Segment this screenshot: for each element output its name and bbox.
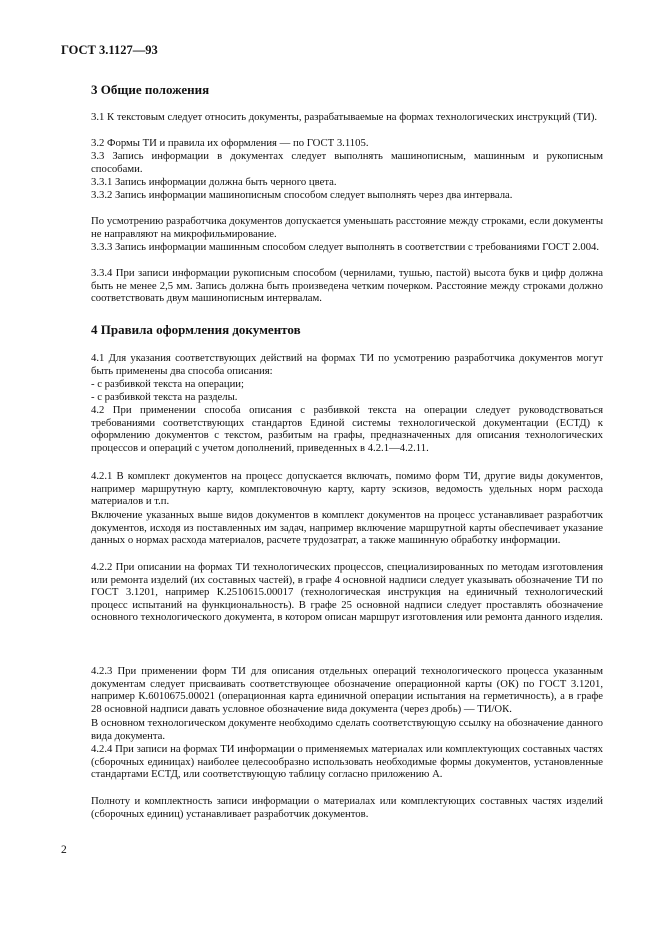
paragraph-3-1: 3.1 К текстовым следует относить документы, разрабатываемые на формах технологических инструкций (ТИ). — [91, 111, 598, 123]
paragraph-4-2-1: 4.2.1 В комплект документов на процесс допускается включать, помимо форм ТИ, другие виды документов, например маршрутную карту, комплектовочную карту, карту эскизов, ведомость удельных норм расхода материалов и т.п. — [91, 470, 603, 508]
paragraph-4-2-2: 4.2.2 При описании на формах ТИ технологических процессов, специализированных по методам изготовления или ремонта изделий (их составных частей), в графе 4 основной надписи следует указывать обозначение ТИ по ГОСТ 3.1201, например К.2510615.00017 (технологическая инструкция на единичный технологический процесс испытаний на функциональность). В графе 25 основной надписи следует проставлять обозначение основного технологического документа, в котором описан маршрут изготовления или ремонта данного изделия. — [91, 561, 603, 624]
section-4-title: 4 Правила оформления документов — [91, 322, 301, 337]
page-number: 2 — [61, 844, 67, 856]
list-item-operations: - с разбивкой текста на операции; — [91, 378, 245, 390]
paragraph-3-2: 3.2 Формы ТИ и правила их оформления — по ГОСТ 3.1105. — [91, 137, 369, 149]
section-3-title: 3 Общие положения — [91, 82, 210, 97]
paragraph-3-3-3: 3.3.3 Запись информации машинным способом следует выполнять в соответствии с требованиями ГОСТ 2.004. — [91, 241, 600, 253]
paragraph-4-2-4-note: Полноту и комплектность записи информации о материалах или комплектующих составных частях изделий (сборочных единиц) устанавливает разработчик документов. — [91, 795, 603, 820]
paragraph-4-2-3-note: В основном технологическом документе необходимо сделать соответствующую ссылку на обозначение данного вида документа. — [91, 717, 603, 742]
paragraph-4-2-1-note: Включение указанных выше видов документов в комплект документов на процесс устанавливает разработчик документов, исходя из поставленных им задач, например включение маршрутной карты обеспечивает указание данных о нормах расхода материалов, расчете трудозатрат, а также машинную обработку информации. — [91, 509, 603, 547]
document-header: ГОСТ 3.1127—93 — [61, 43, 158, 57]
paragraph-4-1: 4.1 Для указания соответствующих действий на формах ТИ по усмотрению разработчика документов могут быть применены два способа описания: — [91, 352, 603, 377]
paragraph-3-3-1: 3.3.1 Запись информации должна быть черного цвета. — [91, 176, 337, 188]
list-item-sections: - с разбивкой текста на разделы. — [91, 391, 238, 403]
paragraph-4-2-3: 4.2.3 При применении форм ТИ для описания отдельных операций технологического процесса указанным документам следует присваивать соответствующее обозначение операционной карты (ОК) по ГОСТ 3.1201, например К.6010675.00021 (операционная карта единичной операции испытания на герметичность), а в графе 28 основной надписи давать условное обозначение вида документа (через дробь) — ТИ/ОК. — [91, 665, 603, 715]
paragraph-4-2: 4.2 При применении способа описания с разбивкой текста на операции следует руководствоваться требованиями соответствующих стандартов Единой системы технологической документации (ЕСТД) к оформлению документов с текстом, разбитым на графы, предназначенных для описания технологических процессов и операций с учетом дополнений, приведенных в 4.2.1—4.2.11. — [91, 404, 603, 454]
paragraph-3-3-4: 3.3.4 При записи информации рукописным способом (чернилами, тушью, пастой) высота букв и цифр должна быть не менее 2,5 мм. Запись должна быть произведена четким почерком. Расстояние между строками должно соответствовать двум машинописным интервалам. — [91, 267, 603, 305]
paragraph-3-3: 3.3 Запись информации в документах следует выполнять машинописным, машинным и рукописным способами. — [91, 150, 603, 175]
paragraph-3-3-2: 3.3.2 Запись информации машинописным способом следует выполнять через два интервала. — [91, 189, 513, 201]
paragraph-3-3-2-note: По усмотрению разработчика документов допускается уменьшать расстояние между строками, если документы не направляют на микрофильмирование. — [91, 215, 603, 240]
paragraph-4-2-4: 4.2.4 При записи на формах ТИ информации о применяемых материалах или комплектующих составных частях (сборочных единицах) наиболее целесообразно использовать необходимые формы документов, установленные стандартами ЕСТД, или соответствующую таблицу согласно приложению А. — [91, 743, 603, 781]
